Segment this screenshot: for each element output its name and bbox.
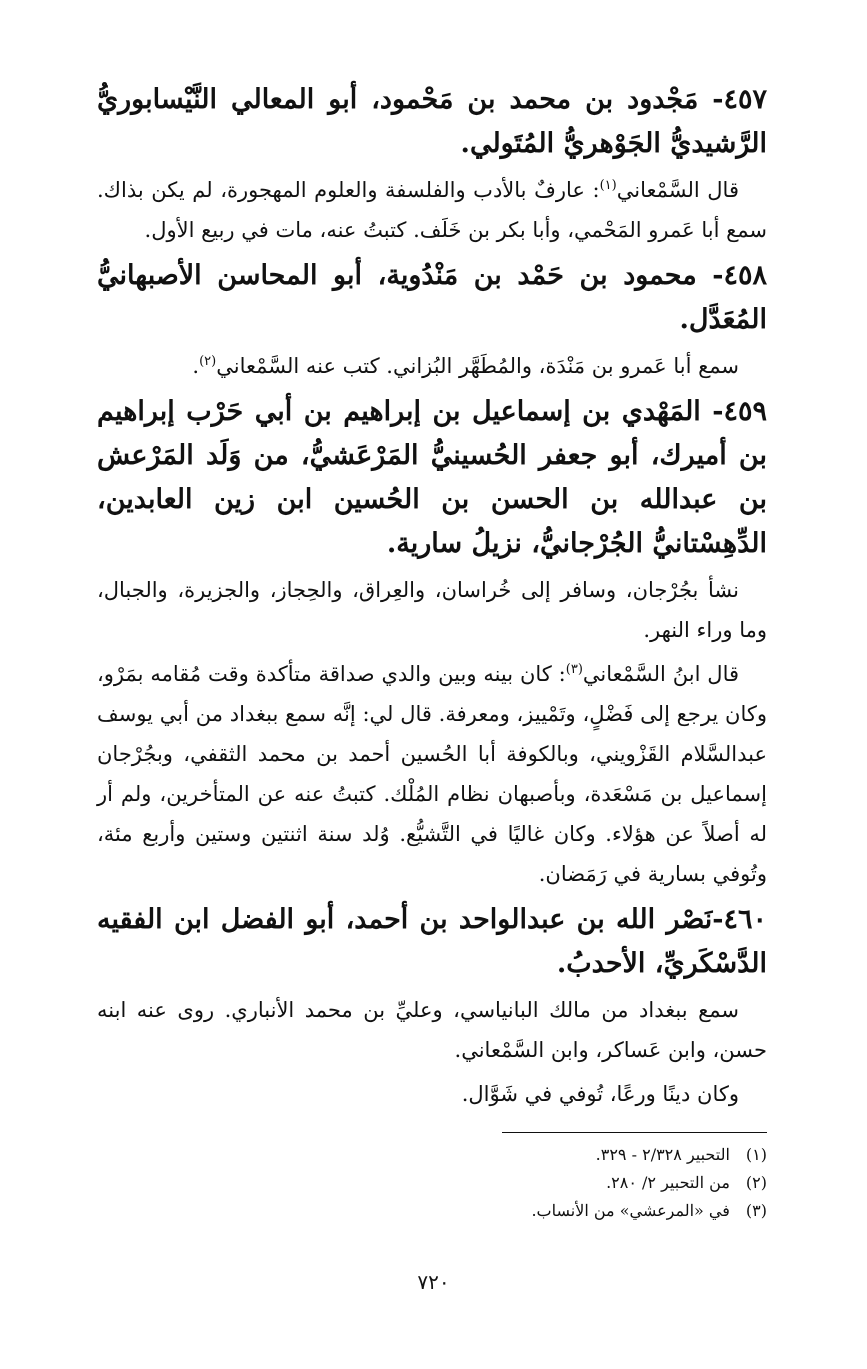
paragraph-text: . [192, 354, 200, 378]
footnote-number: (١) [745, 1145, 767, 1164]
footnote-item [97, 1169, 767, 1197]
entry-459 [97, 390, 767, 894]
paragraph-text: قال ابنُ السَّمْعاني [582, 662, 740, 686]
paragraph-text: سمع ببغداد من مالك البانياسي، وعليِّ بن محمد الأنباري. روى عنه ابنه حسن، وابن عَساكر، وابن السَّمْعاني. [97, 998, 767, 1062]
page-number: ٧٢٠ [417, 1270, 450, 1294]
entry-paragraph [97, 346, 767, 386]
footnote-number: (٢) [745, 1173, 767, 1192]
entry-paragraph [97, 990, 767, 1070]
paragraph-text: قال السَّمْعاني [616, 178, 739, 202]
entry-460 [97, 898, 767, 1114]
footnote-item [97, 1141, 767, 1169]
footnote-text: التحبير ٢/٣٢٨ - ٣٢٩. [595, 1145, 730, 1164]
footnote-reference: (٣) [565, 662, 583, 677]
paragraph-text: نشأ بجُرْجان، وسافر إلى خُراسان، والعِراق، والحِجاز، والجزيرة، والجبال، وما وراء النهر. [97, 578, 767, 642]
entry-title: ٤٦٠-نَصْر الله بن عبدالواحد بن أحمد، أبو الفضل ابن الفقيه الدَّسْكَريِّ، الأحدبُ. [97, 904, 767, 979]
entry-paragraph [97, 570, 767, 650]
footnote-text: من التحبير ٢/ ٢٨٠. [606, 1173, 730, 1192]
entry-457 [97, 78, 767, 250]
paragraph-text: : عارفٌ بالأدب والفلسفة والعلوم المهجورة، لم يكن بذاك. سمع أبا عَمرو المَحْمي، وأبا بكر بن خَلَف. كتبتُ عنه، مات في ربيع الأول. [97, 178, 767, 242]
entry-paragraph [97, 170, 767, 250]
paragraph-text: : كان بينه وبين والدي صداقة متأكدة وقت مُقامه بمَرْو، وكان يرجع إلى فَضْلٍ، وتَمْييز، ومعرفة. قال لي: إنَّه سمع ببغداد من أبي يوسف عبدالسَّلام القَزْويني، وبالكوفة أبا الحُسين أحمد بن محمد الثقفي، وبجُرْجان إسماعيل بن مَسْعَدة، وبأصبهان نظام المُلْك. كتبتُ عنه عن المتأخرين، ولم أر له أصلاً عن هؤلاء. وكان غاليًا في التَّشيُّع. وُلد سنة اثنتين وستين وأربع مئة، وتُوفي بسارية في رَمَضان. [97, 662, 767, 886]
entry-paragraph [97, 1074, 767, 1114]
footnote-divider [502, 1132, 767, 1133]
footnote-reference: (٢) [199, 354, 217, 369]
footnote-text: في «المرعشي» من الأنساب. [531, 1201, 730, 1220]
footnotes-section [97, 1132, 767, 1225]
footnote-number: (٣) [745, 1201, 767, 1220]
footnote-reference: (١) [599, 178, 617, 193]
page-body [97, 78, 767, 1118]
footnote-item [97, 1197, 767, 1225]
entry-title: ٤٥٧- مَجْدود بن محمد بن مَحْمود، أبو المعالي النَّيْسابوريُّ الرَّشيديُّ الجَوْهريُّ المُتَولي. [97, 84, 767, 159]
paragraph-text: وكان دينًا ورعًا، تُوفي في شَوَّال. [461, 1082, 739, 1106]
entry-title: ٤٥٨- محمود بن حَمْد بن مَنْدُوية، أبو المحاسن الأصبهانيُّ المُعَدَّل. [97, 260, 767, 335]
entry-paragraph [97, 654, 767, 894]
entry-title: ٤٥٩- المَهْدي بن إسماعيل بن إبراهيم بن أبي حَرْب إبراهيم بن أميرك، أبو جعفر الحُسينيُّ المَرْعَشيُّ، من وَلَد المَرْعش بن عبدالله بن الحسن بن الحُسين ابن زين العابدين، الدِّهِسْتانيُّ الجُرْجانيُّ، نزيلُ سارية. [97, 396, 767, 559]
paragraph-text: سمع أبا عَمرو بن مَنْدَة، والمُطَهَّر البُزاني. كتب عنه السَّمْعاني [216, 354, 739, 378]
entry-458 [97, 254, 767, 386]
